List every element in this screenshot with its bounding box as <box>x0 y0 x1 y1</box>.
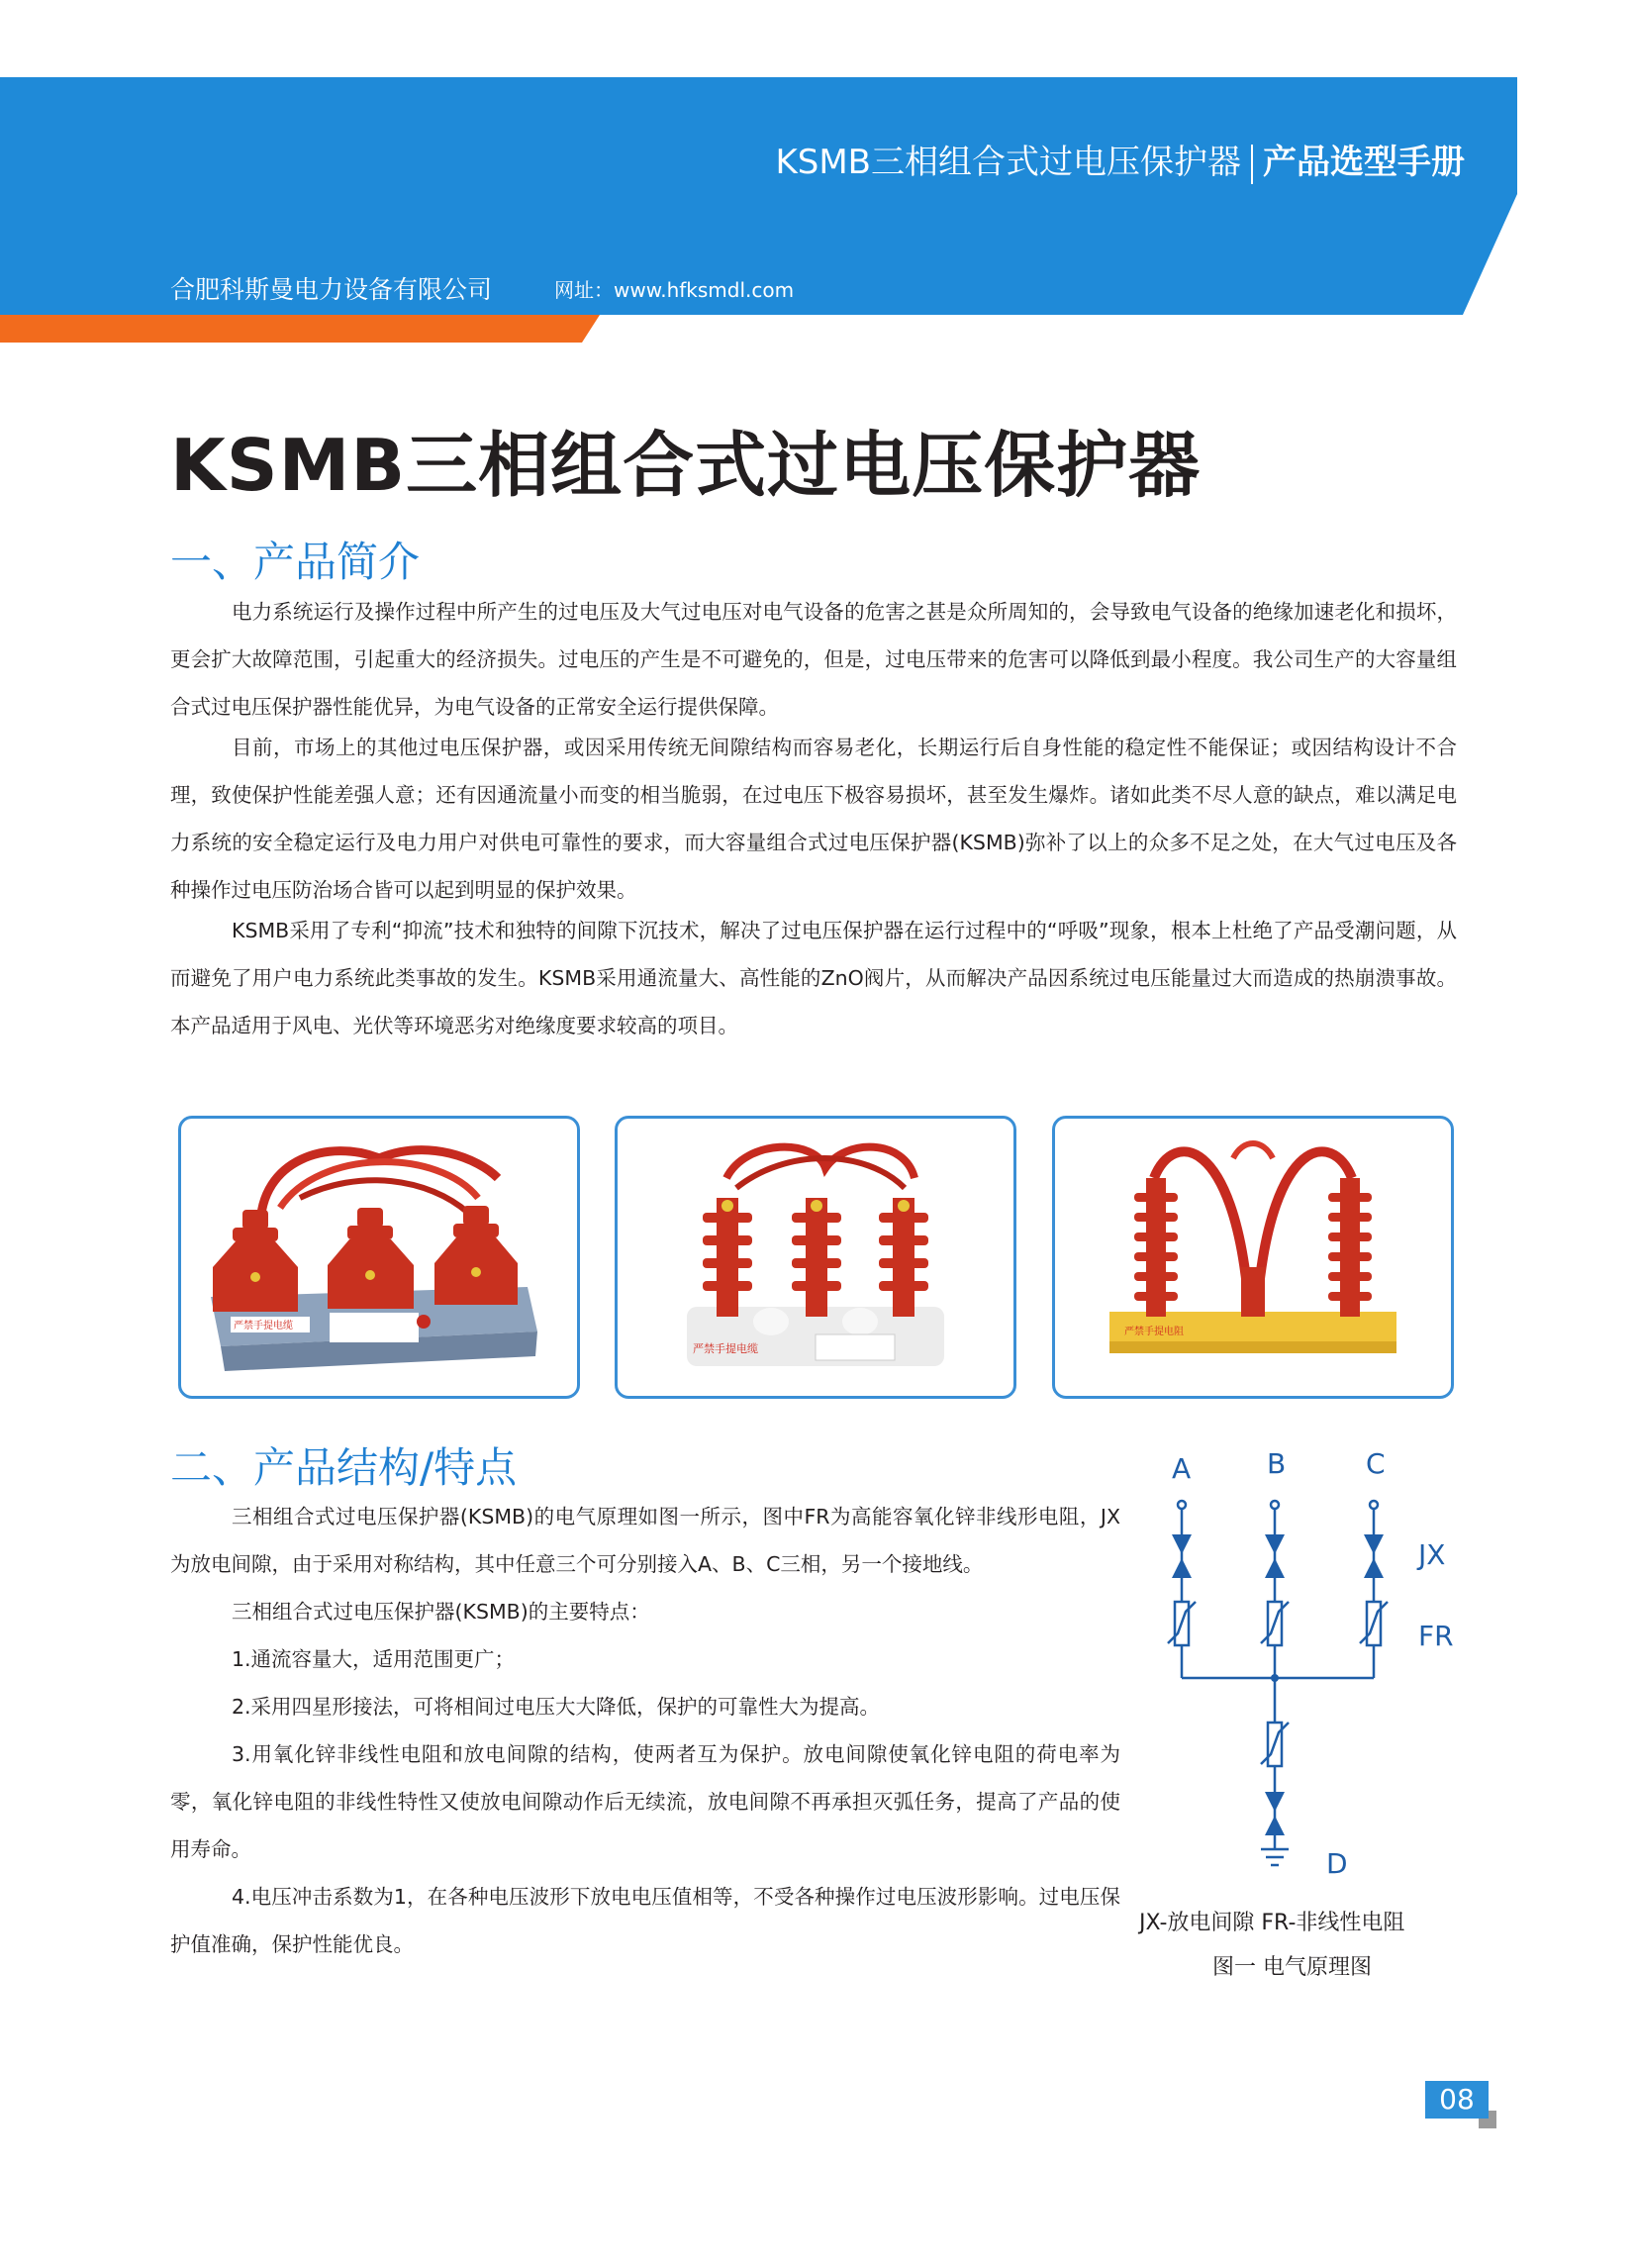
section1-paragraph-3: KSMB采用了专利“抑流”技术和独特的间隙下沉技术，解决了过电压保护器在运行过程中的“呼吸”现象，根本上杜绝了产品受潮问题，从而避免了用户电力系统此类事故的发生。KSMB采用通流量大、高性能的ZnO阀片，从而解决产品因系统过电压能量过大而造成的热崩溃事故。本产品适用于风电、光伏等环境恶劣对绝缘度要求较高的项目。 <box>170 919 1457 1037</box>
product-photo-1 <box>178 1116 580 1399</box>
product-photo-2 <box>615 1116 1016 1399</box>
diagram-fr-label: FR <box>1418 1620 1454 1652</box>
diagram-ground-label: D <box>1326 1847 1348 1880</box>
section1-paragraph-2: 目前，市场上的其他过电压保护器，或因采用传统无间隙结构而容易老化，长期运行后自身性能的稳定性不能保证；或因结构设计不合理，致使保护性能差强人意；还有因通流量小而变的相当脆弱，在过电压下极容易损坏，甚至发生爆炸。诸如此类不尽人意的缺点，难以满足电力系统的安全稳定运行及电力用户对供电可靠性的要求，而大容量组合式过电压保护器(KSMB)弥补了以上的众多不足之处，在大气过电压及各种操作过电压防治场合皆可以起到明显的保护效果。 <box>170 736 1457 902</box>
feature-3: 3.用氧化锌非线性电阻和放电间隙的结构，使两者互为保护。放电间隙使氧化锌电阻的荷电率为零，氧化锌电阻的非线性特性又使放电间隙动作后无续流，放电间隙不再承担灭弧任务，提高了产品的使用寿命。 <box>170 1742 1120 1861</box>
electrical-schematic <box>1128 1435 1504 1901</box>
header-product-name: KSMB三相组合式过电压保护器 <box>775 143 1241 182</box>
diagram-jx-label: JX <box>1418 1538 1446 1571</box>
header-website[interactable]: 网址：www.hfksmdl.com <box>554 278 795 302</box>
section2-intro: 三相组合式过电压保护器(KSMB)的电气原理如图一所示，图中FR为高能容氧化锌非线形电阻，JX为放电间隙，由于采用对称结构，其中任意三个可分别接入A、B、C三相，另一个接地线。 <box>170 1505 1120 1576</box>
photo3-label: 严禁手提电阻 <box>1124 1327 1184 1337</box>
photo1-label: 严禁手提电缆 <box>234 1321 293 1331</box>
section1-paragraph-1: 电力系统运行及操作过程中所产生的过电压及大气过电压对电气设备的危害之甚是众所周知的，会导致电气设备的绝缘加速老化和损坏，更会扩大故障范围，引起重大的经济损失。过电压的产生是不可避免的，但是，过电压带来的危害可以降低到最小程度。我公司生产的大容量组合式过电压保护器性能优异，为电气设备的正常安全运行提供保障。 <box>170 600 1457 719</box>
photo2-label: 严禁手提电缆 <box>693 1342 758 1355</box>
section1-heading: 一、产品简介 <box>170 538 421 586</box>
header-title <box>693 135 1465 184</box>
product-photo-3 <box>1052 1116 1454 1399</box>
page-number: 08 <box>1425 2081 1489 2119</box>
header-company: 合肥科斯曼电力设备有限公司 <box>170 275 493 304</box>
diagram-phase-c: C <box>1366 1447 1386 1480</box>
diagram-phase-a: A <box>1172 1452 1192 1485</box>
features-title: 三相组合式过电压保护器(KSMB)的主要特点： <box>232 1600 650 1624</box>
section2-heading: 二、产品结构/特点 <box>170 1443 518 1492</box>
header-manual-label: 产品选型手册 <box>1263 143 1465 182</box>
diagram-legend: JX-放电间隙 FR-非线性电阻 <box>1139 1911 1405 1935</box>
page-title: KSMB三相组合式过电压保护器 <box>170 424 1202 507</box>
section2-body <box>170 1493 1120 1968</box>
feature-4: 4.电压冲击系数为1，在各种电压波形下放电电压值相等，不受各种操作过电压波形影响。过电压保护值准确，保护性能优良。 <box>170 1885 1120 1956</box>
header-orange-strip <box>0 315 600 343</box>
diagram-phase-b: B <box>1267 1447 1287 1480</box>
feature-2: 2.采用四星形接法，可将相间过电压大大降低，保护的可靠性大为提高。 <box>232 1695 881 1719</box>
diagram-caption: 图一 电气原理图 <box>1212 1955 1372 1980</box>
header-divider <box>1251 145 1253 184</box>
feature-1: 1.通流容量大，适用范围更广； <box>232 1647 516 1671</box>
